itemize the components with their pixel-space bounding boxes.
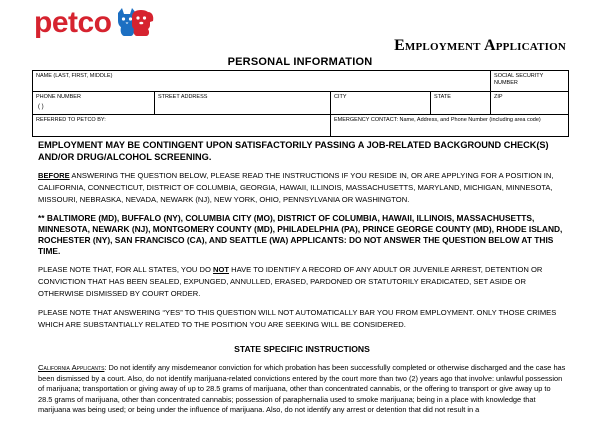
answering-yes-notice: PLEASE NOTE THAT ANSWERING “YES” TO THIS QUESTION WILL NOT AUTOMATICALLY BAR YOU FROM EMPLOYMENT. ONLY THOSE CRIMES WHICH ARE SUBSTANTIALLY RELATED TO THE POSITION YOU ARE SEEKING WILL BE CONSIDERED. — [38, 308, 557, 329]
state-specific-title: STATE SPECIFIC INSTRUCTIONS — [234, 344, 370, 354]
california-applicants-paragraph — [38, 363, 566, 416]
section-title-personal-information: PERSONAL INFORMATION — [227, 56, 373, 68]
emergency-contact-field[interactable] — [331, 115, 569, 137]
header — [0, 0, 600, 58]
petco-logo — [34, 6, 154, 40]
zip-field[interactable] — [491, 92, 569, 115]
emergency-contact-label: EMERGENCY CONTACT: — [334, 117, 398, 123]
background-check-notice: EMPLOYMENT MAY BE CONTINGENT UPON SATISFACTORILY PASSING A JOB-RELATED BACKGROUND CHECK(S) AND/OR DRUG/ALCOHOL SCREENING. — [38, 140, 549, 162]
before-emphasis: BEFORE — [38, 171, 70, 180]
logo-text: petco — [34, 6, 112, 39]
name-field[interactable] — [33, 71, 491, 92]
emergency-contact-detail: Name, Address, and Phone Number (including area code) — [397, 117, 541, 123]
personal-information-form — [32, 70, 569, 137]
city-label: CITY — [334, 94, 347, 100]
name-label: NAME (LAST, FIRST, MIDDLE) — [36, 73, 113, 79]
sealed-records-notice — [38, 264, 566, 300]
before-answering-text: ANSWERING THE QUESTION BELOW, PLEASE READ THE INSTRUCTIONS IF YOU RESIDE IN, OR ARE APPLYING FOR A POSITION IN, CALIFORNIA, CONNECTICUT, DISTRICT OF COLUMBIA, GEORGIA, HAWAII, ILLINOIS, MASSACHUSETTS, MARYLAND, MICHIGAN, MINNESOTA, MISSOURI, NEBRASKA, NEVADA, NEWARK (NJ), NEW YORK, OHIO, PENNSYLVANIA OR WASHINGTON. — [38, 171, 554, 204]
do-not-answer-locations-notice: ** BALTIMORE (MD), BUFFALO (NY), COLUMBIA CITY (MO), DISTRICT OF COLUMBIA, HAWAII, ILLINOIS, MASSACHUSETTS, MINNESOTA, NEWARK (NJ), MONTGOMERY COUNTY (MD), PHILADELPHIA (PA), PRINCE GEORGE COUNTY (MD), RHODE ISLAND, ROCHESTER (NY), SAN FRANCISCO (CA), AND SEATTLE (WA) APPLICANTS: DO NOT ANSWER THE QUESTION BELOW AT THIS TIME. — [38, 213, 563, 256]
street-address-label: STREET ADDRESS — [158, 94, 208, 100]
document-title: Employment Application — [394, 37, 566, 54]
ssn-label: SOCIAL SECURITY NUMBER — [494, 73, 544, 86]
california-applicants-text: : Do not identify any misdemeanor conviction for which probation has been successfully completed or otherwise discharged and the case has been dismissed by a court. Also, do not identify marijuana-related convictions entered by the court more than two (2) years ago that involve: unlawful possession of marijuana; transportation or giving away of up to 28.5 grams of marijuana, other than concentrated cannabis, or the offering to transport or give away up to 28.5 grams of marijuana, other than concentrated cannabis; possession of paraphernalia used to smoke marijuana; being in a place with knowledge that marijuana was being used; or being under the influence of marijuana. Also, do not identify any arrest or detention that did not result in a — [38, 363, 566, 415]
state-label: STATE — [434, 94, 451, 100]
state-field[interactable] — [431, 92, 491, 115]
street-address-field[interactable] — [155, 92, 331, 115]
instructions-content — [38, 140, 566, 416]
referred-by-field[interactable] — [33, 115, 331, 137]
california-applicants-lead: California Applicants — [38, 363, 105, 372]
dog-and-cat-icon — [114, 7, 154, 37]
phone-label: PHONE NUMBER — [36, 94, 81, 100]
city-field[interactable] — [331, 92, 431, 115]
sealed-records-text-b: HAVE TO IDENTIFY A RECORD OF ANY ADULT OR JUVENILE ARREST, DETENTION OR CONVICTION THAT HAS BEEN SEALED, EXPUNGED, ANNULLED, ERASED, PARDONED OR STATUTORILY ERADICATED, SET ASIDE OR OTHERWISE DISMISSED BY COURT ORDER. — [38, 265, 543, 298]
before-answering-notice — [38, 170, 566, 206]
phone-area-code-parens: ( ) — [38, 104, 44, 110]
referred-by-label: REFERRED TO PETCO BY: — [36, 117, 106, 123]
sealed-records-text-a: PLEASE NOTE THAT, FOR ALL STATES, YOU DO — [38, 265, 213, 274]
phone-field[interactable] — [33, 92, 155, 115]
ssn-field[interactable] — [491, 71, 569, 92]
zip-label: ZIP — [494, 94, 503, 100]
not-emphasis: NOT — [212, 265, 230, 274]
